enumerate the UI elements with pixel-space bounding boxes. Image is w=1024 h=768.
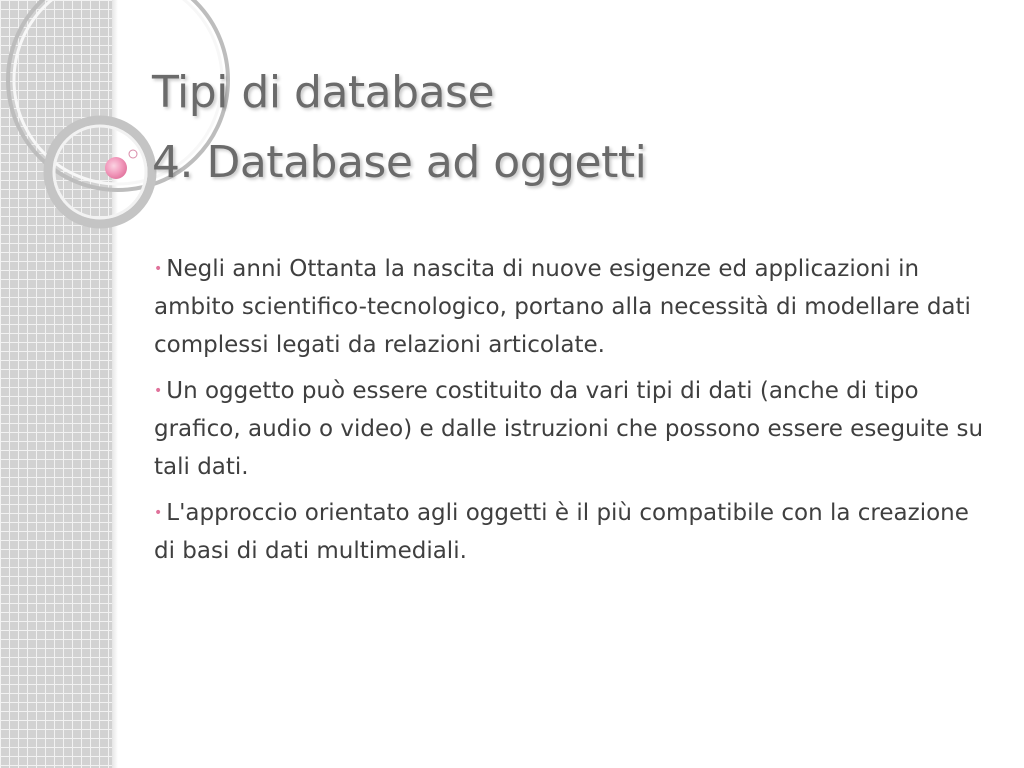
- bullet-dot-icon: •: [154, 383, 163, 399]
- bullet-item: [154, 372, 984, 486]
- bullet-dot-icon: •: [154, 261, 163, 277]
- bullet-item: [154, 250, 984, 364]
- title-line-2: 4. Database ad oggetti: [152, 137, 647, 189]
- title-line-1: Tipi di database: [152, 67, 495, 118]
- bullet-list: [154, 250, 984, 578]
- slide-title: [152, 58, 972, 199]
- bullet-dot-icon: •: [154, 505, 163, 521]
- pink-dot-icon: [105, 157, 127, 179]
- bullet-item: [154, 494, 984, 570]
- bullet-text: L'approccio orientato agli oggetti è il più compatibile con la creazione di basi di dati multimediali.: [154, 500, 969, 564]
- bullet-text: Un oggetto può essere costituito da vari tipi di dati (anche di tipo grafico, audio o video) e dalle istruzioni che possono essere eseguite su tali dati.: [154, 378, 984, 480]
- bullet-text: Negli anni Ottanta la nascita di nuove esigenze ed applicazioni in ambito scientifico-tecnologico, portano alla necessità di modellare dati complessi legati da relazioni articolate.: [154, 256, 971, 358]
